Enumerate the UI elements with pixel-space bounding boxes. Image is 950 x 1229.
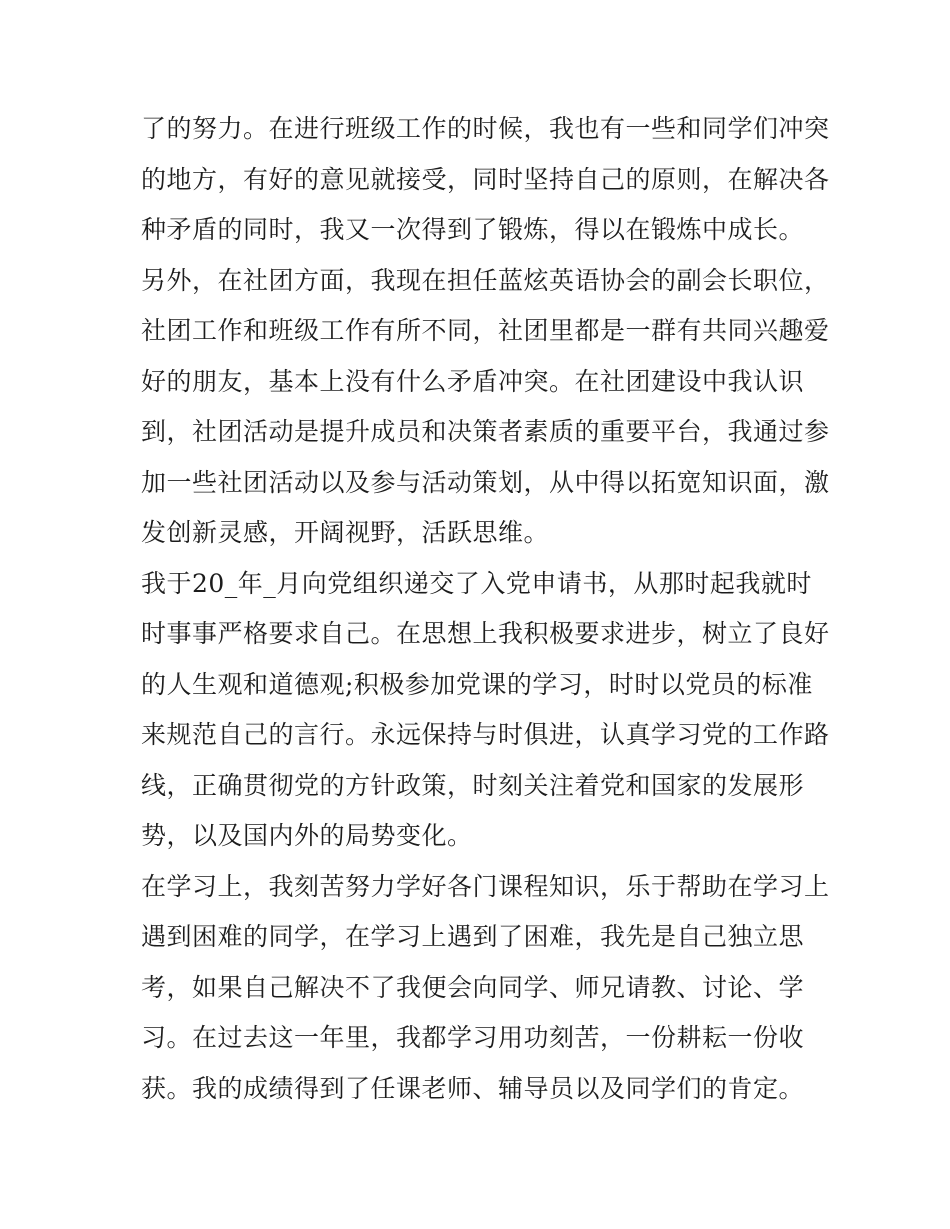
text-line: 的地方，有好的意见就接受，同时坚持自己的原则，在解决各 (141, 164, 830, 194)
text-line: 在学习上，我刻苦努力学好各门课程知识，乐于帮助在学习上 (141, 871, 830, 901)
text-line: 势，以及国内外的局势变化。 (141, 821, 473, 850)
text-line: 了的努力。在进行班级工作的时候，我也有一些和同学们冲突 (141, 114, 830, 143)
text-line: 获。我的成绩得到了任课老师、辅导员以及同学们的肯定。 (141, 1073, 805, 1103)
text-line: 考，如果自己解决不了我便会向同学、师兄请教、讨论、学 (141, 972, 805, 1002)
text-line: 时事事严格要求自己。在思想上我积极要求进步，树立了良好 (141, 619, 830, 648)
text-line: 发创新灵感，开阔视野，活跃思维。 (141, 518, 550, 547)
text-line: 另外，在社团方面，我现在担任蓝炫英语协会的副会长职位， (141, 265, 830, 295)
text-line: 的人生观和道德观;积极参加党课的学习，时时以党员的标准 (141, 669, 813, 699)
text-line: 到，社团活动是提升成员和决策者素质的重要平台，我通过参 (141, 417, 830, 446)
text-line: 线，正确贯彻党的方针政策，时刻关注着党和国家的发展形 (141, 770, 805, 800)
text-line: 习。在过去这一年里，我都学习用功刻苦，一份耕耘一份收 (141, 1023, 805, 1052)
text-line: 好的朋友，基本上没有什么矛盾冲突。在社团建设中我认识 (141, 366, 805, 396)
body-text (141, 104, 830, 1114)
text-line: 加一些社团活动以及参与活动策划，从中得以拓宽知识面，激 (141, 467, 830, 497)
text-line: 种矛盾的同时，我又一次得到了锻炼，得以在锻炼中成长。 (141, 215, 805, 244)
text-line: 来规范自己的言行。永远保持与时俱进，认真学习党的工作路 (141, 720, 830, 749)
text-line: 我于20_年_月向党组织递交了入党申请书，从那时起我就时 (141, 568, 812, 598)
text-line: 遇到困难的同学，在学习上遇到了困难，我先是自己独立思 (141, 922, 805, 951)
text-line: 社团工作和班级工作有所不同，社团里都是一群有共同兴趣爱 (141, 316, 830, 345)
